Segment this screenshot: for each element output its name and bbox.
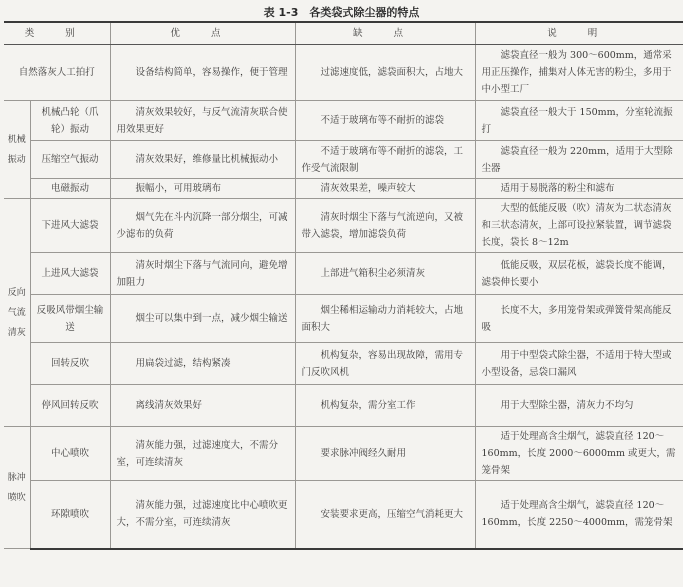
pros-cell: 离线清灰效果好 [110,385,295,427]
category-type: 压缩空气振动 [30,141,110,179]
pros-cell: 清灰能力强，过滤速度大，不需分室，可连续清灰 [110,427,295,481]
category-type: 上进风大滤袋 [30,253,110,295]
pros-cell: 清灰能力强，过滤速度比中心喷吹更大，不需分室，可连续清灰 [110,481,295,549]
table-row [4,179,683,199]
table-row [4,295,683,343]
pros-cell: 烟尘可以集中到一点，减少烟尘输送 [110,295,295,343]
category-type: 反吸风带烟尘输送 [30,295,110,343]
table-row [4,481,683,549]
table-row [4,253,683,295]
category-type: 环隙喷吹 [30,481,110,549]
cons-cell: 机构复杂，需分室工作 [295,385,475,427]
pros-cell: 烟气先在斗内沉降一部分烟尘，可减少滤布的负荷 [110,199,295,253]
notes-cell: 适用于易脱落的粉尘和滤布 [475,179,683,199]
notes-cell: 长度不大，多用笼骨架或弹簧骨架高能反吸 [475,295,683,343]
table-title: 表 1-3 各类袋式除尘器的特点 [263,6,420,19]
pros-cell: 用扁袋过滤，结构紧凑 [110,343,295,385]
category-group: 机械振动 [4,101,30,199]
cons-cell: 要求脉冲阀经久耐用 [295,427,475,481]
notes-cell: 滤袋直径一般大于 150mm，分室轮流振打 [475,101,683,141]
notes-cell: 低能反吸，双层花板，滤袋长度不能调，滤袋伸长要小 [475,253,683,295]
category-type: 下进风大滤袋 [30,199,110,253]
table-row [4,427,683,481]
header-category: 类 别 [4,22,110,45]
category-type: 电磁振动 [30,179,110,199]
header-notes: 说 明 [475,22,683,45]
header-cons: 缺 点 [295,22,475,45]
bag-filter-characteristics-table [4,21,683,550]
notes-cell: 滤袋直径一般为 220mm，适用于大型除尘器 [475,141,683,179]
pros-cell: 清灰效果好，维修量比机械振动小 [110,141,295,179]
notes-cell: 大型的低能反吸（吹）清灰为二状态清灰和三状态清灰，上部可设拉紧装置，调节滤袋长度，袋长 8～12m [475,199,683,253]
cons-cell: 机构复杂，容易出现故障，需用专门反吹风机 [295,343,475,385]
category-type: 自然落灰人工拍打 [4,45,110,101]
cons-cell: 不适于玻璃布等不耐折的滤袋，工作受气流限制 [295,141,475,179]
pros-cell: 清灰时烟尘下落与气流同向，避免增加阻力 [110,253,295,295]
notes-cell: 适于处理高含尘烟气，滤袋直径 120～160mm，长度 2250～4000mm，需笼骨架 [475,481,683,549]
table-row [4,199,683,253]
category-group: 脉冲喷吹 [4,427,30,549]
notes-cell: 适于处理高含尘烟气，滤袋直径 120～160mm，长度 2000～6000mm 或更大，需笼骨架 [475,427,683,481]
cons-cell: 烟尘稀相运输动力消耗较大，占地面积大 [295,295,475,343]
notes-cell: 用于大型除尘器，清灰力不均匀 [475,385,683,427]
category-type: 中心喷吹 [30,427,110,481]
notes-cell: 用于中型袋式除尘器，不适用于特大型或小型设备，忌袋口漏风 [475,343,683,385]
cons-cell: 不适于玻璃布等不耐折的滤袋 [295,101,475,141]
pros-cell: 设备结构简单，容易操作，便于管理 [110,45,295,101]
cons-cell: 清灰效果差，噪声较大 [295,179,475,199]
header-pros: 优 点 [110,22,295,45]
table-row [4,141,683,179]
category-type: 回转反吹 [30,343,110,385]
table-row [4,45,683,101]
cons-cell: 安装要求更高，压缩空气消耗更大 [295,481,475,549]
table-row [4,385,683,427]
cons-cell: 过滤速度低，滤袋面积大，占地大 [295,45,475,101]
table-row [4,101,683,141]
table-row [4,343,683,385]
pros-cell: 振幅小，可用玻璃布 [110,179,295,199]
notes-cell: 滤袋直径一般为 300～600mm，通常采用正压操作，捕集对人体无害的粉尘，多用于中小型工厂 [475,45,683,101]
cons-cell: 上部进气箱积尘必须清灰 [295,253,475,295]
category-type: 停风回转反吹 [30,385,110,427]
header-row [4,22,683,45]
category-type: 机械凸轮（爪轮）振动 [30,101,110,141]
category-group: 反向气流清灰 [4,199,30,427]
pros-cell: 清灰效果较好，与反气流清灰联合使用效果更好 [110,101,295,141]
cons-cell: 清灰时烟尘下落与气流逆向，又被带入滤袋，增加滤袋负荷 [295,199,475,253]
